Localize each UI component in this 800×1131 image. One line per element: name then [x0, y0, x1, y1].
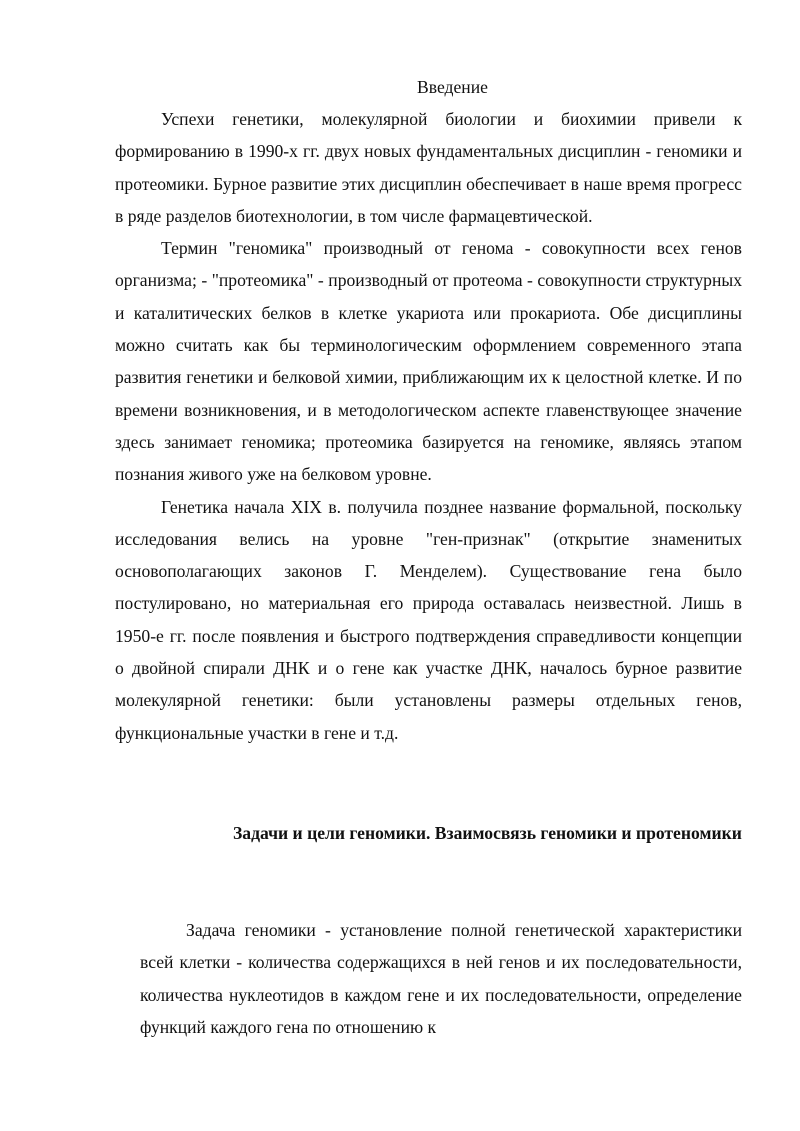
- section-heading: Задачи и цели геномики. Взаимосвязь геномики и протеномики: [233, 823, 742, 843]
- paragraph-2: Термин "геномика" производный от генома - совокупности всех генов организма; - "протеомика" - производный от протеома - совокупности структурных и каталитических белков в клетке укариота или прокариота. Обе дисциплины можно считать как бы терминологическим оформлением современного этапа развития генетики и белковой химии, приближающим их к целостной клетке. И по времени возникновения, и в методологическом аспекте главенствующее значение здесь занимает геномика; протеомика базируется на геномике, являясь этапом познания живого уже на белковом уровне.: [115, 238, 742, 485]
- intro-text: [115, 103, 742, 749]
- section-paragraph: Задача геномики - установление полной генетической характеристики всей клетки - количества содержащихся в ней генов и их последовательности, количества нуклеотидов в каждом гене и их последовательности, определение функций каждого гена по отношению к: [140, 920, 742, 1037]
- document-title: Введение: [417, 77, 488, 97]
- paragraph-3: Генетика начала XIX в. получила позднее название формальной, поскольку исследования велись на уровне "ген-признак" (открытие знаменитых основополагающих законов Г. Менделем). Существование гена было постулировано, но материальная его природа оставалась неизвестной. Лишь в 1950-е гг. после появления и быстрого подтверждения справедливости концепции о двойной спирали ДНК и о гене как участке ДНК, началось бурное развитие молекулярной генетики: были установлены размеры отдельных генов, функциональные участки в гене и т.д.: [115, 496, 742, 743]
- paragraph-1: Успехи генетики, молекулярной биологии и биохимии привели к формированию в 1990-х гг. двух новых фундаментальных дисциплин - геномики и протеомики. Бурное развитие этих дисциплин обеспечивает в наше время прогресс в ряде разделов биотехнологии, в том числе фармацевтической.: [115, 109, 742, 226]
